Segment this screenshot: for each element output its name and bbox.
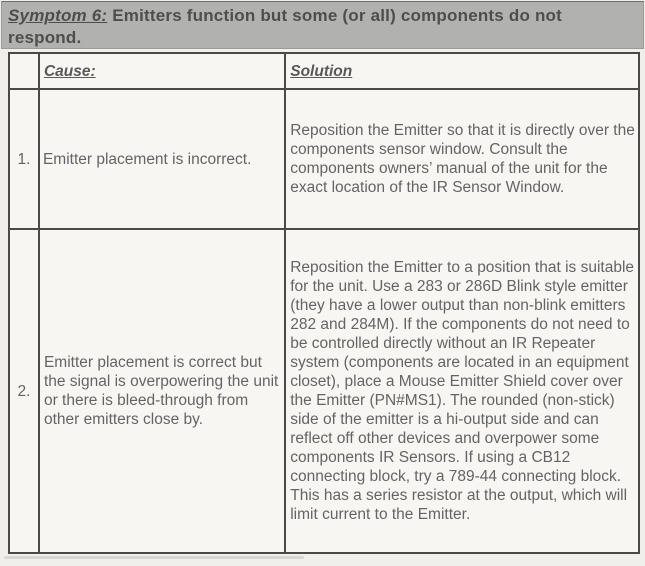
- scan-artifact-shadow: [4, 556, 304, 559]
- table-header-row: [9, 53, 639, 89]
- table-row: [9, 89, 639, 229]
- symptom-number-label: Symptom 6:: [8, 6, 108, 25]
- symptom-title-banner: [1, 1, 644, 49]
- header-number-cell: [9, 53, 39, 89]
- row-number: 1.: [9, 89, 39, 229]
- row-number: 2.: [9, 229, 39, 553]
- symptom-description: Emitters function but some (or all) components do not respond.: [8, 6, 562, 47]
- header-cause-cell: Cause:: [39, 53, 285, 89]
- table-row: [9, 229, 639, 553]
- cause-cell: Emitter placement is incorrect.: [39, 89, 285, 229]
- troubleshooting-table: [8, 52, 640, 554]
- cause-cell: Emitter placement is correct but the signal is overpowering the unit or there is bleed-through from other emitters close by.: [39, 229, 285, 553]
- header-solution-cell: Solution: [285, 53, 639, 89]
- solution-cell: Reposition the Emitter so that it is directly over the components sensor window. Consult the components owners’ manual of the unit for the exact location of the IR Sensor Window.: [285, 89, 639, 229]
- solution-cell: Reposition the Emitter to a position that is suitable for the unit. Use a 283 or 286D Blink style emitter (they have a lower output than non-blink emitters 282 and 284M). If the components do not need to be controlled directly without an IR Repeater system (components are located in an equipment closet), place a Mouse Emitter Shield cover over the Emitter (PN#MS1). The rounded (non-stick) side of the emitter is a hi-output side and can reflect off other devices and overpower some components IR Sensors. If using a CB12 connecting block, try a 789-44 connecting block. This has a series resistor at the output, which will limit current to the Emitter.: [285, 229, 639, 553]
